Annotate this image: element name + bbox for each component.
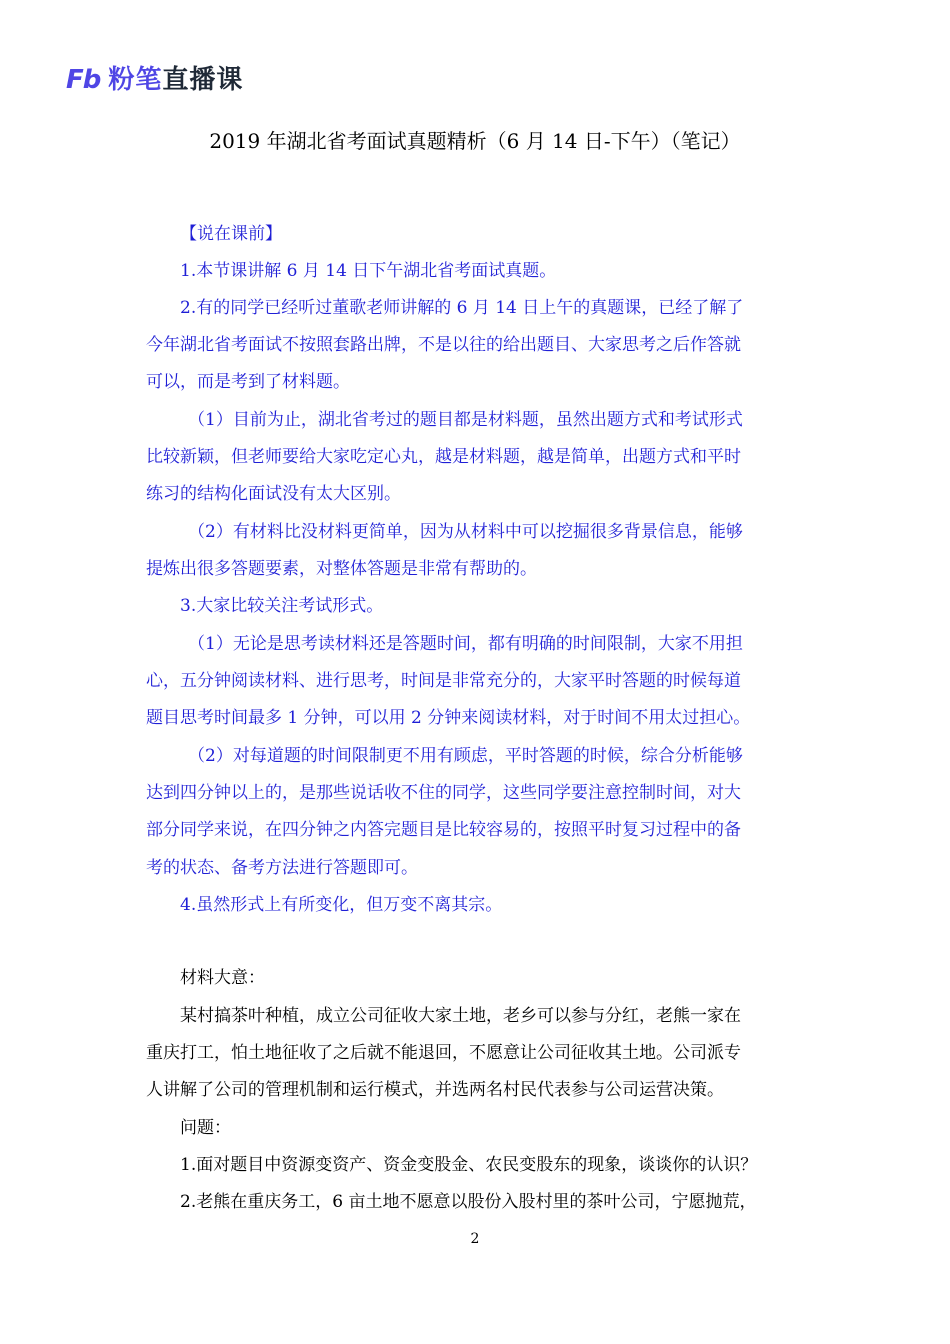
paragraph-line: （1）目前为止，湖北省考过的题目都是材料题，虽然出题方式和考试形式: [188, 410, 743, 430]
paragraph-line: 人讲解了公司的管理机制和运行模式，并选两名村民代表参与公司运营决策。: [146, 1080, 724, 1100]
question-line: 1.面对题目中资源变资产、资金变股金、农民变股东的现象，谈谈你的认识？: [180, 1155, 758, 1175]
paragraph-line: 2.有的同学已经听过董歌老师讲解的 6 月 14 日上午的真题课，已经了解了: [180, 298, 744, 318]
paragraph-line: 心，五分钟阅读材料、进行思考，时间是非常充分的，大家平时答题的时候每道: [146, 671, 741, 691]
material-heading: 材料大意：: [180, 968, 265, 988]
paragraph-line: 重庆打工，怕土地征收了之后就不能退回，不愿意让公司征收其土地。公司派专: [146, 1043, 741, 1063]
paragraph-line: （1）无论是思考读材料还是答题时间，都有明确的时间限制，大家不用担: [188, 634, 743, 654]
paragraph-line: 练习的结构化面试没有太大区别。: [146, 484, 401, 504]
fb-logo-icon: Fb: [66, 65, 101, 95]
paragraph-line: 提炼出很多答题要素，对整体答题是非常有帮助的。: [146, 559, 537, 579]
section-heading: 【说在课前】: [180, 224, 282, 244]
paragraph-line: 今年湖北省考面试不按照套路出牌，不是以往的给出题目、大家思考之后作答就: [146, 335, 741, 355]
paragraph-line: 达到四分钟以上的，是那些说话收不住的同学，这些同学要注意控制时间，对大: [146, 783, 741, 803]
logo-sub-text: 直播课: [162, 65, 244, 95]
paragraph-line: 考的状态、备考方法进行答题即可。: [146, 858, 418, 878]
logo-wordmark: [108, 67, 243, 93]
document-title: 2019 年湖北省考面试真题精析（6 月 14 日-下午）（笔记）: [209, 129, 741, 153]
paragraph-line: 可以，而是考到了材料题。: [146, 372, 350, 392]
paragraph-line: 某村搞茶叶种植，成立公司征收大家土地，老乡可以参与分红，老熊一家在: [180, 1006, 741, 1026]
paragraph-line: 4.虽然形式上有所变化，但万变不离其宗。: [180, 895, 503, 915]
logo-brand-text: 粉笔: [108, 65, 163, 95]
paragraph-line: 比较新颖，但老师要给大家吃定心丸，越是材料题，越是简单，出题方式和平时: [146, 447, 741, 467]
paragraph-line: 1.本节课讲解 6 月 14 日下午湖北省考面试真题。: [180, 261, 557, 281]
brand-logo: [66, 62, 243, 98]
paragraph-line: 3.大家比较关注考试形式。: [180, 596, 384, 616]
page-number: 2: [470, 1231, 480, 1247]
paragraph-line: （2）对每道题的时间限制更不用有顾虑，平时答题的时候，综合分析能够: [188, 746, 743, 766]
paragraph-line: 部分同学来说，在四分钟之内答完题目是比较容易的，按照平时复习过程中的备: [146, 820, 741, 840]
questions-heading: 问题：: [180, 1118, 231, 1138]
question-line: 2.老熊在重庆务工，6 亩土地不愿意以股份入股村里的茶叶公司，宁愿抛荒，: [180, 1192, 757, 1212]
paragraph-line: （2）有材料比没材料更简单，因为从材料中可以挖掘很多背景信息，能够: [188, 522, 743, 542]
paragraph-line: 题目思考时间最多 1 分钟，可以用 2 分钟来阅读材料，对于时间不用太过担心。: [146, 708, 751, 728]
